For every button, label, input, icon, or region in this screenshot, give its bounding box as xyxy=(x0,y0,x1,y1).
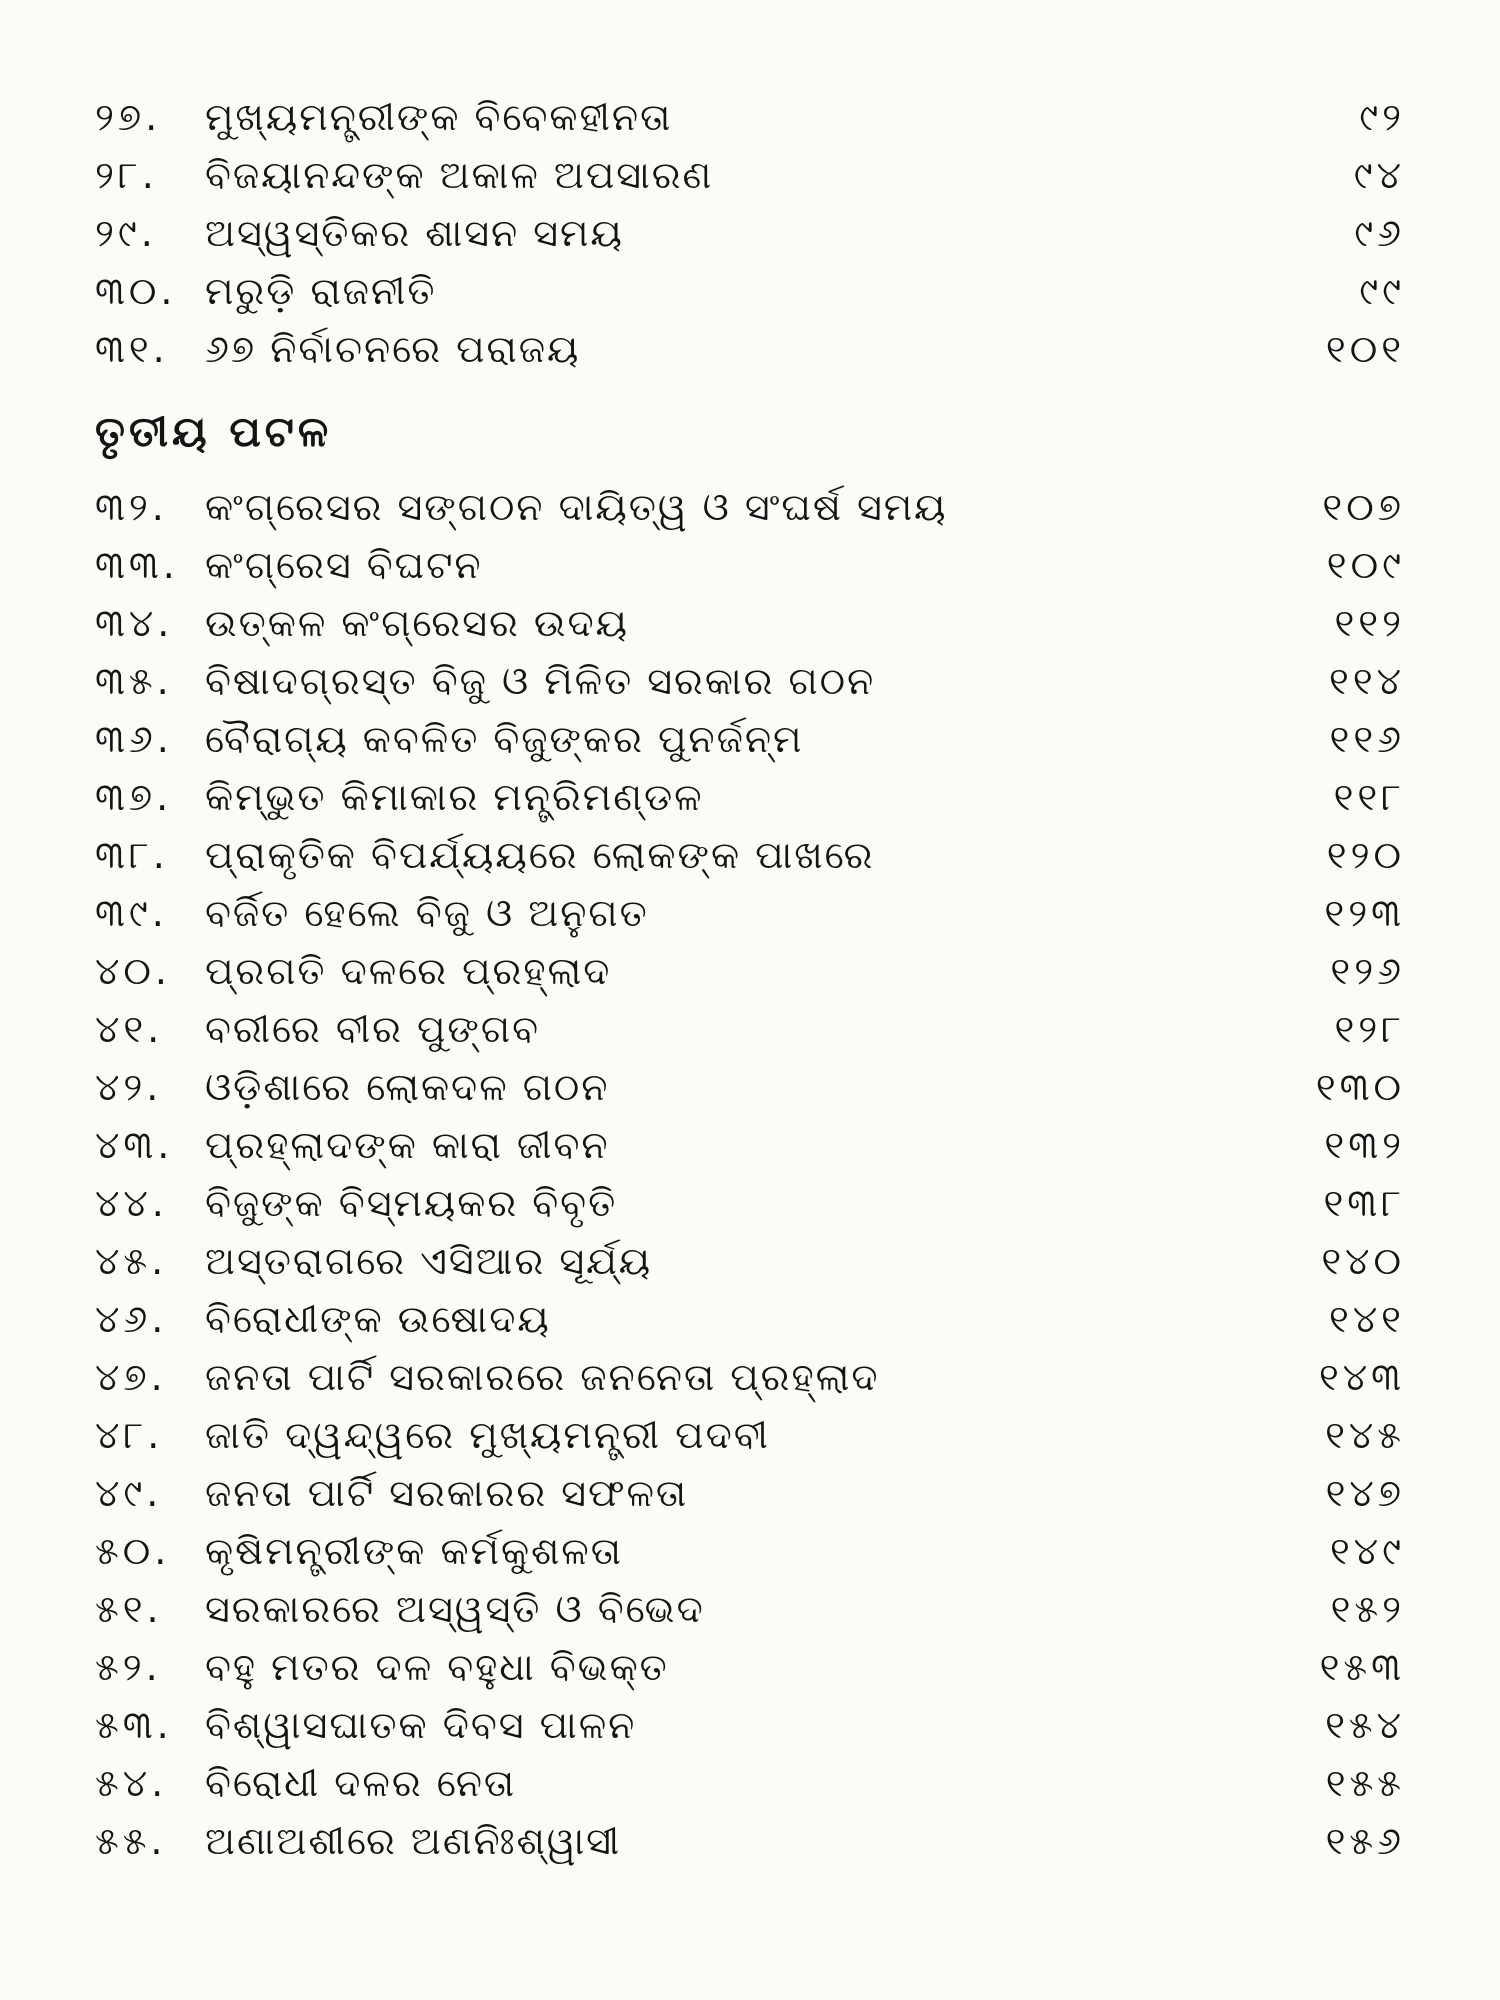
entry-title: ଓଡ଼ିଶାରେ ଲୋକଦଳ ଗଠନ xyxy=(205,1065,610,1109)
entry-title: ୬୭ ନିର୍ବାଚନରେ ପରାଜୟ xyxy=(205,327,581,371)
entry-title: ମୁଖ୍ୟମନ୍ତ୍ରୀଙ୍କ ବିବେକହୀନତା xyxy=(205,95,673,139)
entry-page-number: ୧୪୫ xyxy=(1325,1413,1405,1457)
entry-title: ଜନତା ପାର୍ଟି ସରକାରରେ ଜନନେତା ପ୍ରହ୍ଲାଦ xyxy=(205,1355,880,1399)
toc-entry xyxy=(95,88,1405,146)
toc-entry xyxy=(95,1638,1405,1696)
toc-entry xyxy=(95,826,1405,884)
entry-number: ୪୧. xyxy=(95,1007,164,1051)
entry-title: ବୈରାଗ୍ୟ କବଳିତ ବିଜୁଙ୍କର ପୁନର୍ଜନ୍ମ xyxy=(205,717,804,761)
entry-title: ବିରୋଧୀଙ୍କ ଉଷୋଦୟ xyxy=(205,1297,551,1341)
entry-page-number: ୧୩୦ xyxy=(1315,1065,1405,1109)
entry-page-number: ୧୨୩ xyxy=(1324,891,1405,935)
entry-page-number: ୧୧୮ xyxy=(1333,775,1405,819)
toc-entry xyxy=(95,146,1405,204)
entry-number: ୩୬. xyxy=(95,717,173,761)
toc-entry xyxy=(95,652,1405,710)
entry-page-number: ୧୫୩ xyxy=(1319,1645,1405,1689)
toc-entry xyxy=(95,1232,1405,1290)
toc-entry xyxy=(95,1812,1405,1870)
entry-page-number: ୧୦୯ xyxy=(1326,543,1405,587)
entry-number: ୩୨. xyxy=(95,485,168,529)
entry-title: ମରୁଡ଼ି ରାଜନୀତି xyxy=(205,269,437,313)
toc-entry xyxy=(95,1522,1405,1580)
toc-entry xyxy=(95,1348,1405,1406)
toc-entry xyxy=(95,204,1405,262)
entry-title: ଅସ୍ତରାଗରେ ଏସିଆର ସୂର୍ଯ୍ୟ xyxy=(205,1239,653,1283)
entry-number: ୩୫. xyxy=(95,659,173,703)
entry-title: ପ୍ରହ୍ଲାଦଙ୍କ କାରା ଜୀବନ xyxy=(205,1123,610,1167)
entry-number: ୫୨. xyxy=(95,1645,162,1689)
entry-number: ୫୧. xyxy=(95,1587,163,1631)
entry-number: ୩୮. xyxy=(95,833,169,877)
entry-number: ୪୬. xyxy=(95,1297,168,1341)
entry-title: ଉତ୍କଳ କଂଗ୍ରେସର ଉଦୟ xyxy=(205,601,630,645)
entry-title: ଅସ୍ୱସ୍ତିକର ଶାସନ ସମୟ xyxy=(205,211,624,255)
entry-page-number: ୧୧୨ xyxy=(1334,601,1405,645)
entry-page-number: ୯୨ xyxy=(1359,95,1405,139)
entry-title: ବହୁ ମତର ଦଳ ବହୁଧା ବିଭକ୍ତ xyxy=(205,1645,669,1689)
entry-number: ୫୫. xyxy=(95,1819,167,1863)
toc-entry xyxy=(95,320,1405,378)
toc-entry xyxy=(95,1580,1405,1638)
entry-page-number: ୧୫୬ xyxy=(1325,1819,1405,1863)
entry-page-number: ୧୪୧ xyxy=(1329,1297,1405,1341)
entry-number: ୪୫. xyxy=(95,1239,168,1283)
entry-title: ଜନତା ପାର୍ଟି ସରକାରର ସଫଳତା xyxy=(205,1471,689,1515)
entry-page-number: ୧୪୭ xyxy=(1325,1471,1405,1515)
toc-entry xyxy=(95,536,1405,594)
entry-title: ପ୍ରାକୃତିକ ବିପର୍ଯ୍ୟୟରେ ଲୋକଙ୍କ ପାଖରେ xyxy=(205,833,875,877)
toc-entry xyxy=(95,1406,1405,1464)
entry-page-number: ୧୪୦ xyxy=(1321,1239,1405,1283)
entry-number: ୪୦. xyxy=(95,949,171,993)
entry-number: ୫୩. xyxy=(95,1703,173,1747)
entry-page-number: ୧୨୮ xyxy=(1334,1007,1405,1051)
entry-number: ୩୭. xyxy=(95,775,173,819)
entry-number: ୩୪. xyxy=(95,601,174,645)
entry-page-number: ୧୩୨ xyxy=(1324,1123,1405,1167)
entry-page-number: ୧୫୫ xyxy=(1325,1761,1405,1805)
entry-title: ଅଣାଅଶୀରେ ଅଣନିଃଶ୍ୱାସୀ xyxy=(205,1819,622,1863)
toc-entry xyxy=(95,1290,1405,1348)
toc-entry xyxy=(95,1754,1405,1812)
entry-page-number: ୧୨୬ xyxy=(1330,949,1405,993)
toc-entry xyxy=(95,942,1405,1000)
entry-number: ୪୩. xyxy=(95,1123,174,1167)
entry-title: ସରକାରରେ ଅସ୍ୱସ୍ତି ଓ ବିଭେଦ xyxy=(205,1587,705,1631)
toc-entry xyxy=(95,262,1405,320)
entry-number: ୪୪. xyxy=(95,1181,168,1225)
entry-page-number: ୯୯ xyxy=(1359,269,1405,313)
entry-title: କଂଗ୍ରେସର ସଙ୍ଗଠନ ଦାୟିତ୍ୱ ଓ ସଂଘର୍ଷ ସମୟ xyxy=(205,485,948,529)
entry-number: ୫୦. xyxy=(95,1529,171,1573)
entry-number: ୪୮. xyxy=(95,1413,164,1457)
toc-entry xyxy=(95,884,1405,942)
toc-entry xyxy=(95,1464,1405,1522)
entry-title: ଜାତି ଦ୍ୱନ୍ଦ୍ୱରେ ମୁଖ୍ୟମନ୍ତ୍ରୀ ପଦବୀ xyxy=(205,1413,770,1457)
entry-title: ବିରୋଧୀ ଦଳର ନେତା xyxy=(205,1761,517,1805)
entry-title: ବିଶ୍ୱାସଘାତକ ଦିବସ ପାଳନ xyxy=(205,1703,637,1747)
entry-number: ୪୨. xyxy=(95,1065,163,1109)
entry-number: ୫୪. xyxy=(95,1761,168,1805)
entry-title: ବିଷାଦଗ୍ରସ୍ତ ବିଜୁ ଓ ମିଳିତ ସରକାର ଗଠନ xyxy=(205,659,876,703)
toc-entry xyxy=(95,768,1405,826)
entry-number: ୩୦. xyxy=(95,269,177,313)
entry-page-number: ୧୫୨ xyxy=(1330,1587,1405,1631)
entry-page-number: ୧୩୮ xyxy=(1323,1181,1405,1225)
entry-page-number: ୧୧୬ xyxy=(1329,717,1405,761)
entry-title: କଂଗ୍ରେସ ବିଘଟନ xyxy=(205,543,483,587)
entry-page-number: ୧୫୪ xyxy=(1325,1703,1405,1747)
toc-entry xyxy=(95,1696,1405,1754)
toc-section-main xyxy=(95,478,1405,1870)
entry-page-number: ୯୬ xyxy=(1354,211,1405,255)
toc-entry xyxy=(95,1116,1405,1174)
toc-section-top xyxy=(95,88,1405,378)
entry-page-number: ୧୪୩ xyxy=(1318,1355,1405,1399)
entry-title: ପ୍ରଗତି ଦଳରେ ପ୍ରହ୍ଲାଦ xyxy=(205,949,612,993)
entry-number: ୪୯. xyxy=(95,1471,163,1515)
entry-page-number: ୧୨୦ xyxy=(1326,833,1405,877)
entry-page-number: ୧୧୪ xyxy=(1329,659,1405,703)
entry-page-number: ୯୪ xyxy=(1353,153,1405,197)
entry-page-number: ୧୪୯ xyxy=(1329,1529,1405,1573)
entry-number: ୨୯. xyxy=(95,211,157,255)
entry-number: ୩୩. xyxy=(95,543,179,587)
toc-entry xyxy=(95,1000,1405,1058)
entry-number: ୩୧. xyxy=(95,327,169,371)
entry-page-number: ୧୦୭ xyxy=(1322,485,1405,529)
toc-entry xyxy=(95,710,1405,768)
entry-number: ୩୯. xyxy=(95,891,168,935)
entry-title: କିମ୍ଭୁତ କିମାକାର ମନ୍ତ୍ରିମଣ୍ଡଳ xyxy=(205,775,704,819)
toc-entry xyxy=(95,478,1405,536)
entry-page-number: ୧୦୧ xyxy=(1325,327,1405,371)
entry-number: ୪୭. xyxy=(95,1355,167,1399)
toc-entry xyxy=(95,1174,1405,1232)
entry-number: ୨୮. xyxy=(95,153,158,197)
toc-entry xyxy=(95,1058,1405,1116)
entry-title: ବର୍ଜିତ ହେଲେ ବିଜୁ ଓ ଅନୁଗତ xyxy=(205,891,649,935)
entry-title: ବିଜୟାନନ୍ଦଙ୍କ ଅକାଳ ଅପସାରଣ xyxy=(205,153,714,197)
toc-entry xyxy=(95,594,1405,652)
entry-title: ବରୀରେ ବୀର ପୁଙ୍ଗବ xyxy=(205,1007,540,1051)
entry-number: ୨୭. xyxy=(95,95,162,139)
entry-title: କୃଷିମନ୍ତ୍ରୀଙ୍କ କର୍ମକୁଶଳତା xyxy=(205,1529,623,1573)
entry-title: ବିଜୁଙ୍କ ବିସ୍ମୟକର ବିବୃତି xyxy=(205,1181,618,1225)
section-heading: ତୃତୀୟ ପଟଳ xyxy=(95,407,333,456)
